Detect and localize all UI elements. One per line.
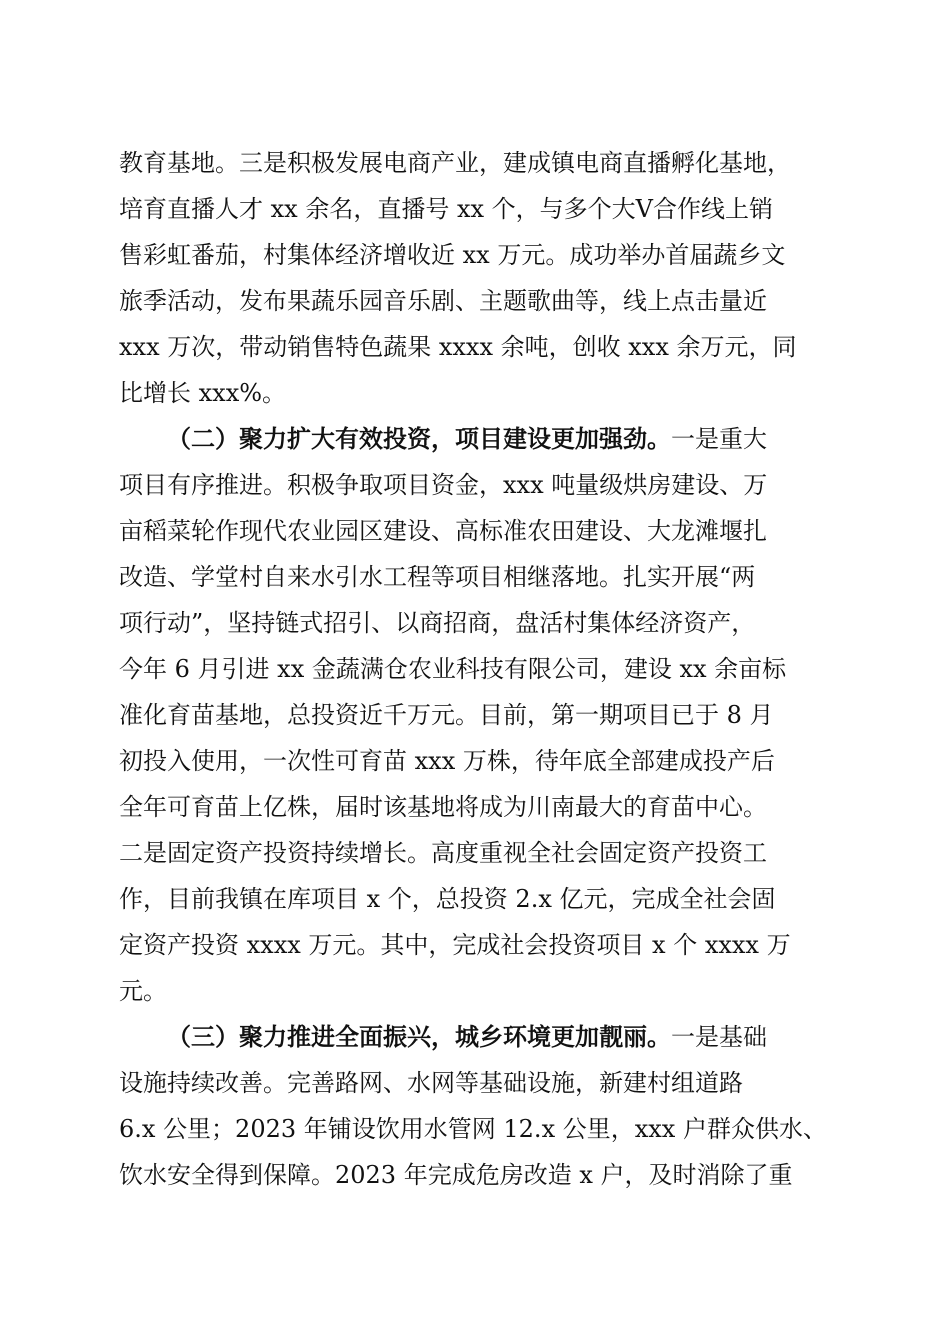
text-run: 一是基础 [671,1023,767,1051]
text-line: 全年可育苗上亿株，届时该基地将成为川南最大的育苗中心。 [119,793,767,821]
document-page [119,140,831,1198]
text-line: 准化育苗基地，总投资近千万元。目前，第一期项目已于 8 月 [119,701,774,729]
text-line: 教育基地。三是积极发展电商产业，建成镇电商直播孵化基地， [119,149,791,177]
text-line: 二是固定资产投资持续增长。高度重视全社会固定资产投资工 [119,839,767,867]
text-line: 今年 6 月引进 xx 金蔬满仓农业科技有限公司，建设 xx 余亩标 [119,655,787,683]
text-line: 项目有序推进。积极争取项目资金，xxx 吨量级烘房建设、万 [119,471,768,499]
paragraph-first-line [119,416,831,462]
text-line: 初投入使用，一次性可育苗 xxx 万株，待年底全部建成投产后 [119,747,775,775]
section-heading: （三）聚力推进全面振兴，城乡环境更加靓丽。 [167,1022,671,1051]
section-heading: （二）聚力扩大有效投资，项目建设更加强劲。 [167,424,671,453]
text-line: 售彩虹番茄，村集体经济增收近 xx 万元。成功举办首届蔬乡文 [119,241,786,269]
text-line: 旅季活动，发布果蔬乐园音乐剧、主题歌曲等，线上点击量近 [119,287,767,315]
text-line: 作，目前我镇在库项目 x 个，总投资 2.x 亿元，完成全社会固 [119,885,776,913]
paragraph-3 [119,1014,831,1198]
text-line: 改造、学堂村自来水引水工程等项目相继落地。扎实开展“两 [119,563,756,591]
text-line: 6.x 公里；2023 年铺设饮用水管网 12.x 公里，xxx 户群众供水、 [119,1115,827,1143]
text-line: 亩稻菜轮作现代农业园区建设、高标准农田建设、大龙滩堰扎 [119,517,767,545]
text-run: 一是重大 [671,425,767,453]
text-line: 设施持续改善。完善路网、水网等基础设施，新建村组道路 [119,1069,743,1097]
text-line: 元。 [119,977,167,1005]
text-line: 比增长 xxx%。 [119,379,287,407]
paragraph-first-line [119,1014,831,1060]
text-line: 定资产投资 xxxx 万元。其中，完成社会投资项目 x 个 xxxx 万 [119,931,791,959]
paragraph-1 [119,140,831,416]
text-line: 饮水安全得到保障。2023 年完成危房改造 x 户，及时消除了重 [119,1161,793,1189]
text-line: 培育直播人才 xx 余名，直播号 xx 个，与多个大Ⅴ合作线上销 [119,195,773,223]
paragraph-2 [119,416,831,1014]
text-line: 项行动”，坚持链式招引、以商招商，盘活村集体经济资产， [119,609,756,637]
text-line: xxx 万次，带动销售特色蔬果 xxxx 余吨，创收 xxx 余万元，同 [119,333,797,361]
